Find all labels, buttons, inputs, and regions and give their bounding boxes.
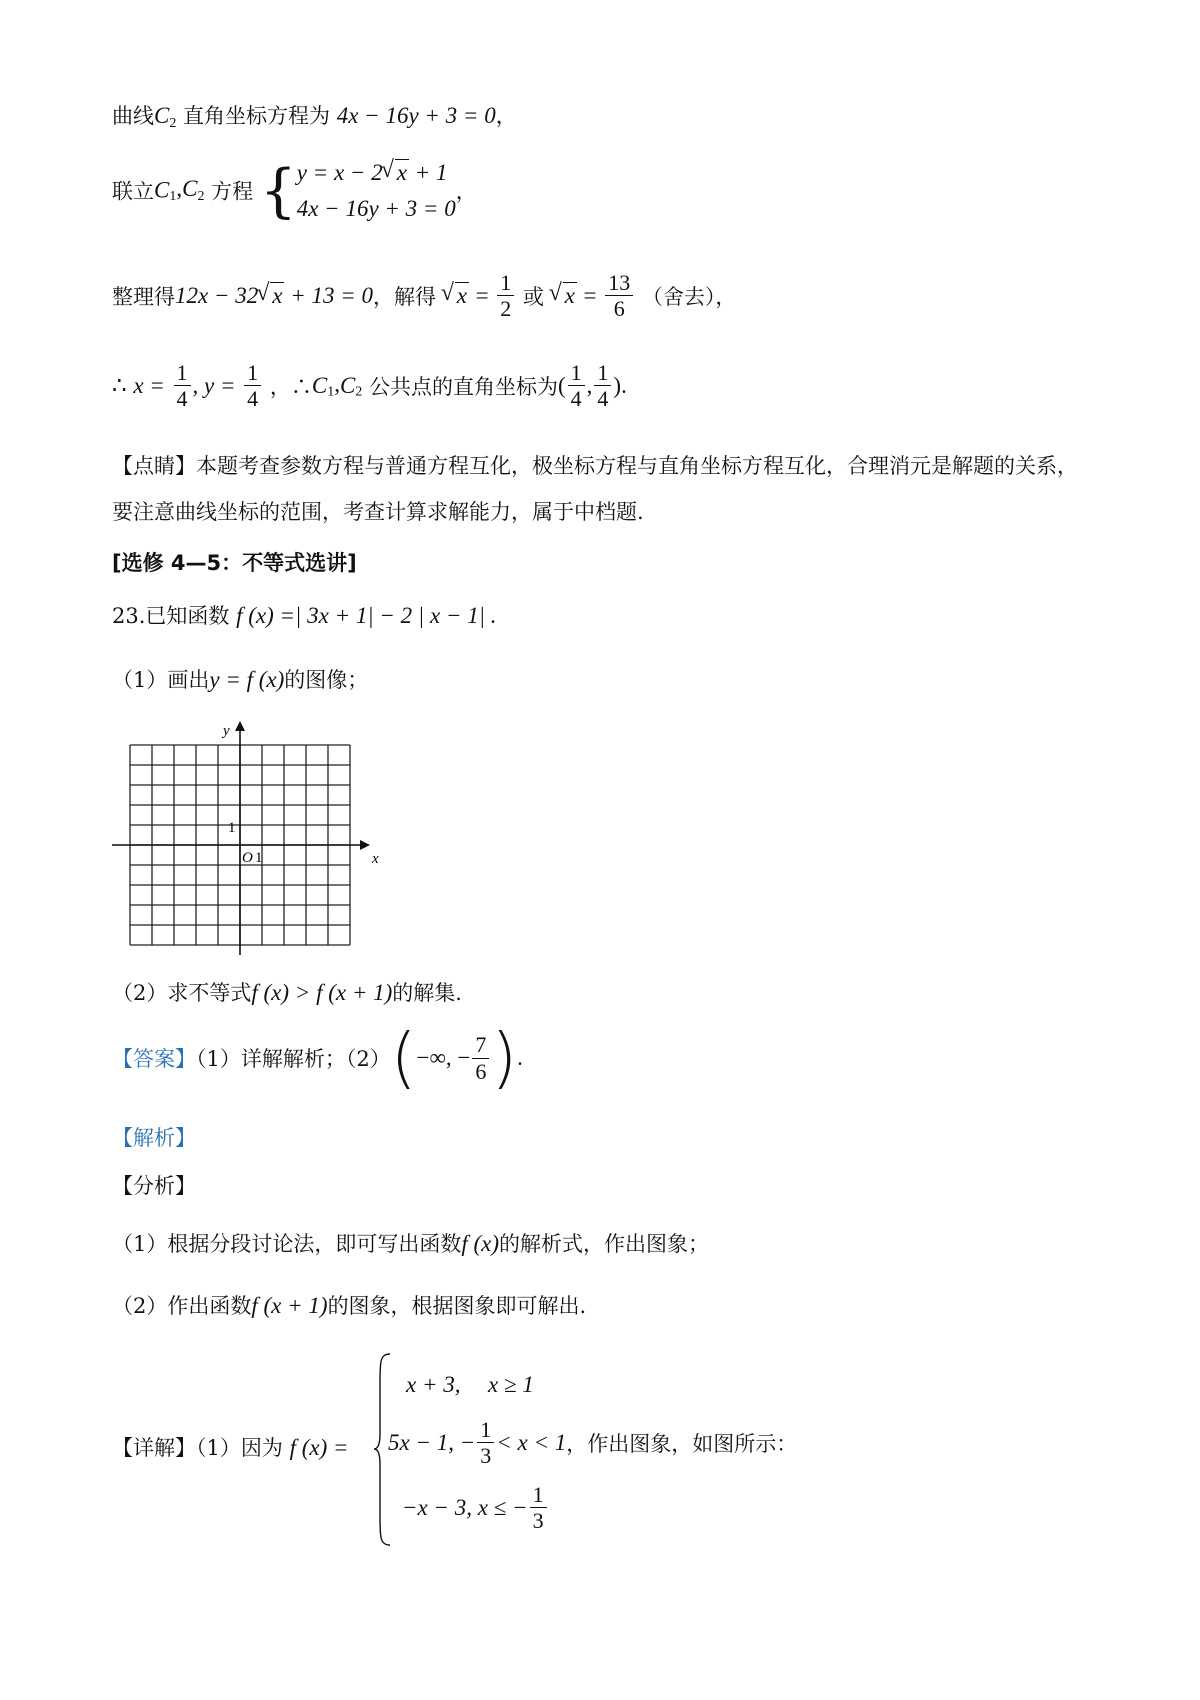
discard-note: （舍去）， [641, 284, 737, 309]
joint-c1-sub: 1 [169, 189, 177, 205]
y-axis-arrow [235, 721, 245, 731]
detail-func: f (x) = [289, 1435, 349, 1460]
part2-expr: f (x) > f (x + 1) [251, 980, 393, 1005]
fraction-thirteen-sixths [605, 270, 633, 322]
solve-prefix: 整理得 [112, 284, 175, 309]
case2-range: < x < 1 [496, 1429, 567, 1455]
fenxi-l1-a: （1）根据分段讨论法，即可写出函数 [112, 1232, 462, 1256]
fenxi-l2-func: f (x + 1) [251, 1293, 328, 1318]
system-eq1 [297, 160, 448, 185]
part-2 [112, 977, 462, 1007]
joint-mid: 方程 [211, 179, 254, 204]
fenxi-l2-b: 的图象，根据图象即可解出. [327, 1294, 587, 1318]
c2-mid-text: 直角坐标方程为 [183, 104, 331, 128]
part1-expr: y = f (x) [209, 667, 285, 692]
fenxi-line-2 [112, 1290, 586, 1320]
part1-tail: 的图像； [284, 668, 369, 692]
result-line: ∴ x = $\frac{1}{4}$ , y = $\frac{1}{4}$ ，$\therefore C_1,C_2$ 公共点的直角坐标为( $\frac{1}{4}$ , $\frac{1}{4}$ ). [112, 360, 627, 412]
joint-comma: , [176, 176, 183, 202]
system-eq1-tail: + 1 [414, 160, 448, 185]
fraction-denominator: 6 [613, 296, 625, 322]
case2-minus: − [459, 1429, 476, 1455]
case2-expr: 5x − 1, [388, 1429, 454, 1455]
case3-range: x ≤ − [477, 1494, 528, 1520]
analysis-label: 【解析】 [112, 1126, 196, 1150]
x-unit-label: 1 [255, 850, 263, 866]
solve-root2-var: x [564, 282, 575, 308]
result-period: . [621, 372, 627, 398]
sqrt-sign [258, 283, 284, 309]
interval-left: −∞, − [416, 1045, 471, 1070]
fraction-denominator: 4 [570, 386, 582, 412]
fraction-denominator: 6 [475, 1058, 487, 1084]
fraction-numerator: 1 [530, 1482, 547, 1508]
result-y: , y = [192, 372, 236, 398]
answer-label: 【答案】 [112, 1047, 196, 1071]
interval-open-paren: ( [390, 1019, 417, 1096]
comment-line-1 [112, 450, 1078, 480]
part-1 [112, 664, 368, 694]
joint-system-line [112, 155, 477, 226]
fraction-point-x [568, 360, 585, 412]
fraction-numerator: 1 [477, 1417, 494, 1443]
sqrt-sign [443, 283, 469, 309]
case3-expr: −x − 3, [402, 1494, 472, 1520]
fraction-numerator: 7 [472, 1032, 489, 1058]
fraction-numerator: 1 [244, 360, 261, 386]
part2-label: （2）求不等式 [112, 981, 252, 1005]
fraction-numerator: 1 [497, 270, 514, 296]
fraction-denominator: 4 [597, 386, 609, 412]
fraction-denominator: 2 [500, 296, 512, 322]
coordinate-grid [100, 715, 380, 955]
comment-line-2 [112, 496, 644, 526]
comment-label: 【点睛】 [112, 454, 196, 478]
fraction-one-third [477, 1417, 494, 1469]
answer-text: （1）详解解析；（2） [196, 1047, 391, 1071]
result-c2: C [339, 372, 356, 398]
problem-function: f (x) =| 3x + 1| − 2 | x − 1| . [236, 603, 497, 628]
problem-23 [112, 600, 497, 630]
x-axis-label: x [372, 851, 379, 867]
detail-tail: ，作出图象，如图所示： [566, 1431, 798, 1456]
part1-label: （1）画出 [112, 668, 210, 692]
equals-sign: = [583, 282, 597, 308]
fenxi-l1-b: 的解析式，作出图象； [499, 1232, 710, 1256]
case1-range: x ≥ 1 [488, 1372, 534, 1397]
c2-tail: ， [495, 104, 517, 128]
fraction-y [244, 360, 261, 412]
system-brace: { [259, 156, 297, 225]
fenxi-line-1 [112, 1228, 709, 1258]
origin-label: O [242, 850, 253, 866]
joint-c2: C [182, 176, 198, 202]
fraction-denominator: 4 [176, 386, 188, 412]
fraction-x [174, 360, 191, 412]
fraction-numerator: 1 [594, 360, 611, 386]
interval-close-paren: ) [491, 1019, 518, 1096]
or-word: 或 [522, 284, 544, 309]
c2-equation-line [112, 100, 517, 132]
fraction-denominator: 3 [532, 1508, 544, 1534]
detail-label: 【详解】 [112, 1436, 196, 1460]
joint-c2-sub: 2 [197, 189, 205, 205]
system-eq2: 4x − 16y + 3 = 0 [296, 195, 456, 221]
fenxi-label: 【分析】 [112, 1174, 196, 1198]
solve-root1-var: x [456, 282, 467, 308]
c2-subscript: 2 [169, 116, 177, 131]
fraction-numerator: 1 [568, 360, 585, 386]
result-therefore: ，∴ [269, 374, 312, 399]
equals-sign: = [475, 282, 489, 308]
answer-line [112, 1019, 523, 1096]
therefore-symbol: ∴ [112, 372, 127, 398]
solve-mid: ，解得 [373, 284, 436, 309]
section-title: [选修 4—5：不等式选讲] [112, 551, 357, 575]
system-eq1-left: y = x − 2 [296, 160, 383, 185]
solve-eq-b: + 13 = 0 [290, 282, 373, 308]
fraction-point-y [594, 360, 611, 412]
fraction-numerator: 13 [605, 270, 633, 296]
fraction-seven-sixths [472, 1032, 489, 1084]
detail-lead: （1）因为 [196, 1436, 283, 1460]
case1-expr: x + 3, [406, 1372, 461, 1397]
solve-eq-a: 12x − 32 [175, 282, 259, 308]
problem-number: 23. [112, 604, 146, 628]
problem-text: 已知函数 [145, 604, 230, 628]
joint-tail: ， [455, 179, 477, 204]
piecewise-case-3 [388, 1482, 549, 1534]
fraction-numerator: 1 [174, 360, 191, 386]
answer-period: . [517, 1045, 523, 1070]
sqrt-sign [383, 155, 409, 191]
comment-text-1: 本题考查参数方程与普通方程互化，极坐标方程与直角坐标方程互化，合理消元是解题的关系， [196, 454, 1078, 478]
c2-prefix: 曲线 [112, 104, 154, 128]
result-comma: , [334, 371, 340, 397]
y-unit-label: 1 [228, 820, 236, 836]
part2-tail: 的解集. [392, 981, 462, 1005]
sqrt-sign [551, 283, 577, 309]
fenxi-l1-func: f (x) [461, 1231, 500, 1256]
detail-line [112, 1432, 349, 1462]
fraction-denominator: 3 [480, 1443, 492, 1469]
piecewise-case-2 [388, 1417, 797, 1469]
solve-line [112, 270, 736, 322]
c2-symbol: C [154, 103, 170, 128]
x-axis-arrow [360, 840, 370, 850]
fraction-one-half [497, 270, 514, 322]
fraction-one-third [530, 1482, 547, 1534]
comment-text-2: 要注意曲线坐标的范围，考查计算求解能力，属于中档题. [112, 500, 644, 524]
joint-c1: C [154, 177, 170, 203]
system-equations [297, 155, 456, 226]
result-mid: 公共点的直角坐标为 [368, 374, 558, 399]
joint-prefix: 联立 [112, 179, 154, 204]
fraction-denominator: 4 [247, 386, 259, 412]
fenxi-l2-a: （2）作出函数 [112, 1294, 252, 1318]
y-axis-label: y [223, 723, 230, 739]
result-c1: C [311, 372, 328, 398]
solve-radicand: x [272, 282, 283, 308]
system-eq1-radicand: x [396, 160, 407, 185]
result-c2-sub: 2 [355, 384, 363, 400]
result-c1-sub: 1 [327, 384, 335, 400]
result-x: x = [133, 372, 165, 398]
c2-equation: 4x − 16y + 3 = 0 [336, 103, 496, 128]
